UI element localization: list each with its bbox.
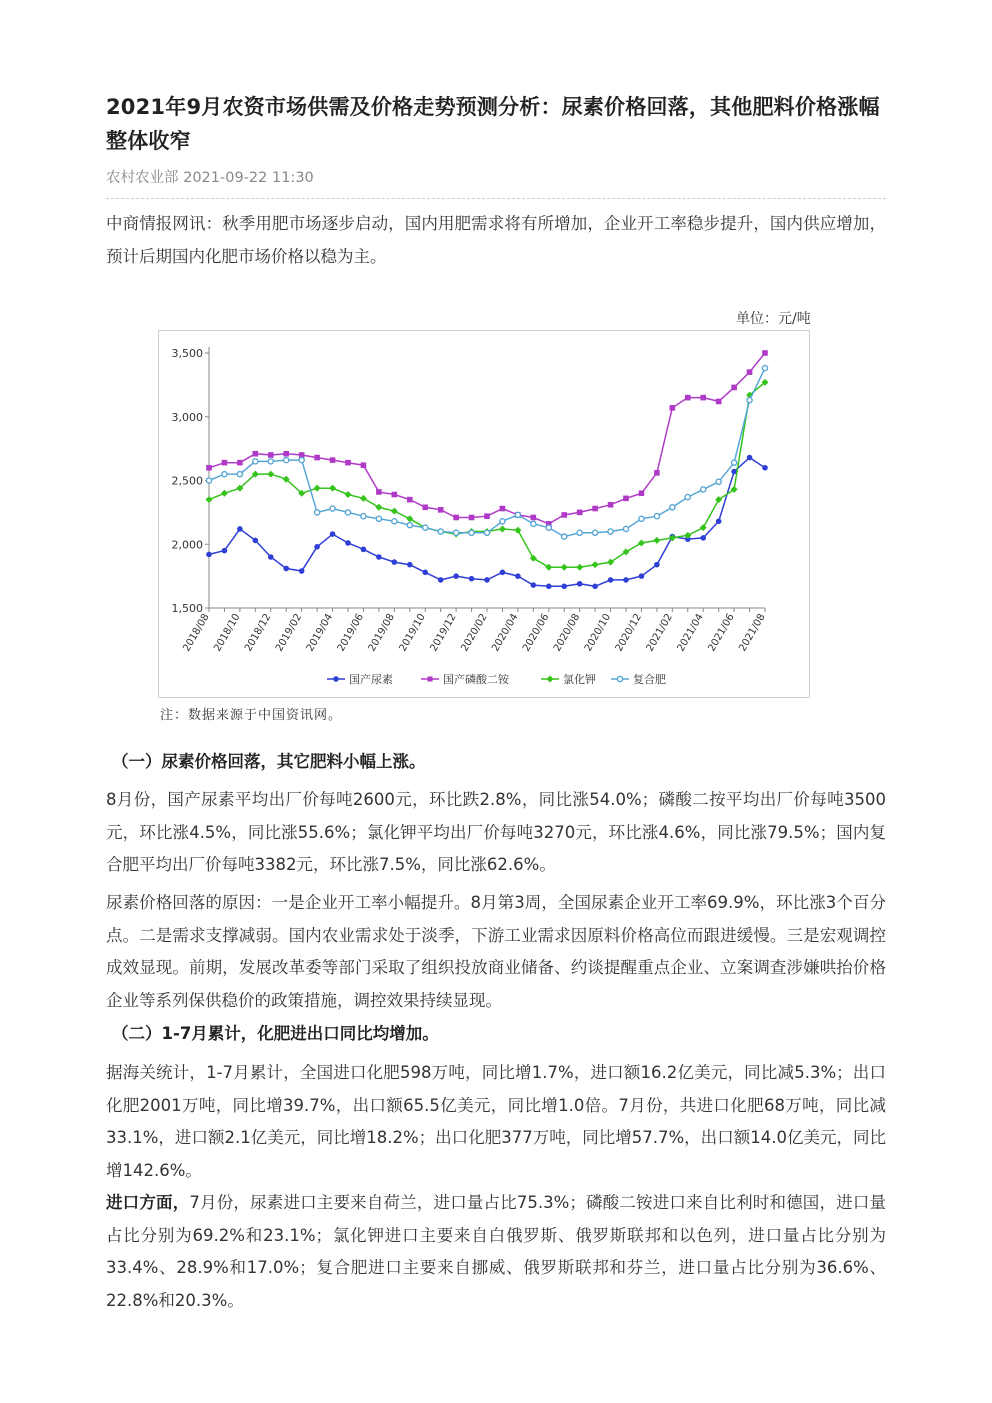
data-point — [561, 512, 567, 518]
section1-heading: （一）尿素价格回落，其它肥料小幅上涨。 — [112, 752, 426, 771]
data-point — [593, 530, 598, 535]
data-point — [330, 457, 336, 463]
section1-paragraph-1: 8月份，国产尿素平均出厂价每吨2600元，环比跌2.8%，同比涨54.0%；磷酸二按平均出厂价每吨3500元，环比涨4.5%，同比涨55.6%；氯化钾平均出厂价每吨3270元，环比涨4.6%，同比涨79.5%；国内复合肥平均出厂价每吨3382元，环比涨7.5%，同比涨62.6%。 — [106, 790, 886, 874]
data-point — [283, 451, 289, 457]
data-point — [222, 460, 228, 466]
data-point — [454, 530, 459, 535]
x-tick-label: 2019/12 — [428, 612, 459, 654]
data-point — [623, 526, 628, 531]
x-tick-label: 2018/10 — [212, 612, 243, 654]
x-tick-label: 2020/02 — [459, 612, 490, 654]
data-point — [392, 519, 397, 524]
data-point — [592, 561, 599, 568]
y-tick-label: 2,000 — [171, 538, 203, 552]
legend-marker — [547, 676, 554, 683]
data-point — [284, 458, 289, 463]
data-point — [716, 479, 721, 484]
data-point — [623, 577, 629, 583]
data-point — [469, 576, 475, 582]
data-point — [221, 490, 228, 497]
data-point — [747, 455, 753, 461]
data-point — [608, 577, 614, 583]
data-point — [361, 514, 366, 519]
data-point — [716, 399, 722, 405]
data-point — [577, 510, 583, 516]
data-point — [407, 523, 412, 528]
x-tick-label: 2021/04 — [675, 612, 706, 654]
data-point — [376, 516, 381, 521]
data-point — [222, 472, 227, 477]
data-point — [700, 535, 706, 541]
data-point — [253, 459, 258, 464]
data-point — [345, 510, 350, 515]
data-point — [268, 554, 274, 560]
data-point — [762, 365, 767, 370]
x-tick-label: 2019/02 — [273, 612, 305, 654]
data-point — [500, 519, 505, 524]
data-point — [685, 494, 690, 499]
article-title: 2021年9月农资市场供需及价格走势预测分析：尿素价格回落，其他肥料价格涨幅整体收窄 — [106, 95, 880, 153]
data-point — [639, 490, 645, 496]
import-lead: 进口方面， — [106, 1193, 190, 1212]
data-point — [299, 568, 305, 574]
x-tick-label: 2020/12 — [613, 612, 645, 654]
data-point — [531, 582, 537, 588]
data-point — [330, 506, 335, 511]
data-point — [361, 547, 367, 553]
x-tick-label: 2020/04 — [490, 612, 521, 654]
data-point — [392, 492, 398, 498]
data-point — [653, 537, 660, 544]
data-point — [438, 507, 444, 513]
legend-marker — [617, 676, 622, 681]
data-point — [670, 405, 676, 411]
data-point — [592, 584, 598, 590]
data-point — [469, 515, 475, 521]
y-tick-label: 3,000 — [171, 410, 203, 424]
x-tick-label: 2021/02 — [644, 612, 675, 654]
data-point — [561, 564, 568, 571]
data-point — [253, 538, 259, 544]
section2-heading: （二）1-7月累计，化肥进出口同比均增加。 — [112, 1024, 439, 1043]
article-source[interactable]: 农村农业部 — [106, 170, 179, 186]
data-point — [700, 524, 707, 531]
x-tick-label: 2018/08 — [181, 612, 212, 654]
data-point — [732, 460, 737, 465]
data-point — [422, 504, 428, 510]
data-point — [562, 534, 567, 539]
data-point — [747, 369, 753, 375]
legend-label-3: 复合肥 — [633, 673, 666, 686]
series-line-1 — [209, 353, 765, 524]
data-point — [747, 398, 752, 403]
data-point — [267, 471, 274, 478]
data-point — [531, 521, 536, 526]
data-point — [206, 465, 212, 471]
data-point — [222, 548, 228, 554]
data-point — [206, 478, 211, 483]
legend-label-2: 氯化钾 — [563, 673, 596, 686]
data-point — [700, 395, 706, 401]
data-point — [345, 460, 351, 466]
data-point — [422, 570, 428, 576]
data-point — [762, 350, 768, 356]
chart-note: 注：数据来源于中国资讯网。 — [160, 708, 343, 723]
data-point — [484, 577, 490, 583]
data-point — [392, 559, 398, 565]
data-point — [484, 513, 490, 519]
data-point — [685, 395, 691, 401]
data-point — [206, 496, 213, 503]
data-point — [330, 531, 336, 537]
article-meta — [106, 166, 314, 187]
x-tick-label: 2019/06 — [335, 612, 367, 654]
data-point — [453, 573, 459, 579]
data-point — [654, 562, 660, 568]
data-point — [237, 526, 243, 532]
data-point — [314, 544, 320, 550]
data-point — [576, 564, 583, 571]
data-point — [345, 491, 352, 498]
data-point — [561, 584, 567, 590]
article-datetime: 2021-09-22 11:30 — [183, 170, 314, 186]
legend-marker — [428, 677, 433, 682]
section2-paragraph-2 — [106, 1187, 886, 1317]
section1-paragraph-2: 尿素价格回落的原因：一是企业开工率小幅提升。8月第3周，全国尿素企业开工率69.9%，环比涨3个百分点。二是需求支撑减弱。国内农业需求处于淡季，下游工业需求因原料价格高位而跟进缓慢。三是宏观调控成效显现。前期，发展改革委等部门采取了组织投放商业储备、约谈提醒重点企业、立案调查涉嫌哄抬价格企业等系列保供稳价的政策措施，调控效果持续显现。 — [106, 893, 886, 1010]
data-point — [639, 573, 645, 579]
data-point — [391, 508, 398, 515]
data-point — [701, 487, 706, 492]
chart-unit-label: 单位：元/吨 — [736, 311, 811, 327]
data-point — [530, 555, 537, 562]
data-point — [515, 512, 520, 517]
data-point — [531, 515, 537, 521]
x-tick-label: 2021/06 — [706, 612, 737, 654]
import-text: 7月份，尿素进口主要来自荷兰，进口量占比75.3%；磷酸二铵进口来自比利时和德国，进口量占比分别为69.2%和23.1%；氯化钾进口主要来自白俄罗斯、俄罗斯联邦和以色列，进口量占比分别为33.4%、28.9%和17.0%；复合肥进口主要来自挪威、俄罗斯联邦和芬兰，进口量占比分别为36.6%、22.8%和20.3%。 — [106, 1193, 887, 1310]
data-point — [314, 455, 320, 461]
data-point — [546, 584, 552, 590]
x-tick-label: 2019/10 — [397, 612, 428, 654]
data-point — [731, 385, 737, 391]
x-tick-label: 2019/08 — [366, 612, 397, 654]
x-tick-label: 2020/06 — [521, 612, 552, 654]
intro-paragraph: 中商情报网讯：秋季用肥市场逐步启动，国内用肥需求将有所增加，企业开工率稳步提升，国内供应增加，预计后期国内化肥市场价格以稳为主。 — [106, 214, 886, 266]
data-point — [268, 452, 274, 458]
data-point — [360, 495, 367, 502]
data-point — [438, 529, 443, 534]
data-point — [638, 539, 645, 546]
data-point — [407, 497, 413, 503]
data-point — [361, 462, 367, 468]
x-tick-label: 2021/08 — [737, 612, 768, 654]
data-point — [500, 570, 506, 576]
data-point — [453, 515, 459, 521]
data-point — [376, 554, 382, 560]
data-point — [514, 527, 521, 534]
x-tick-label: 2020/08 — [551, 612, 583, 654]
y-tick-label: 3,500 — [171, 347, 203, 360]
data-point — [329, 485, 336, 492]
data-point — [545, 564, 552, 571]
data-point — [206, 552, 212, 558]
data-point — [237, 472, 242, 477]
data-point — [237, 460, 243, 466]
data-point — [592, 506, 598, 512]
series-line-3 — [209, 368, 765, 537]
data-point — [670, 505, 675, 510]
data-point — [345, 540, 351, 546]
data-point — [608, 529, 613, 534]
data-point — [608, 502, 614, 508]
data-point — [406, 515, 413, 522]
data-point — [500, 506, 506, 512]
y-tick-label: 1,500 — [171, 602, 203, 615]
data-point — [253, 451, 259, 457]
data-point — [299, 458, 304, 463]
data-point — [623, 496, 629, 502]
data-point — [762, 465, 768, 471]
series-line-0 — [209, 458, 765, 587]
data-point — [577, 530, 582, 535]
data-point — [499, 525, 506, 532]
data-point — [654, 514, 659, 519]
data-point — [654, 470, 660, 476]
x-tick-label: 2020/10 — [582, 612, 614, 654]
data-point — [407, 562, 413, 568]
legend-label-1: 国产磷酸二铵 — [443, 673, 509, 686]
data-point — [438, 577, 444, 583]
y-tick-label: 2,500 — [171, 474, 203, 488]
x-tick-label: 2019/04 — [304, 612, 336, 654]
legend-label-0: 国产尿素 — [349, 673, 393, 686]
data-point — [684, 532, 691, 539]
price-chart — [158, 330, 810, 698]
section2-paragraph-1: 据海关统计，1-7月累计，全国进口化肥598万吨，同比增1.7%，进口额16.2亿美元，同比减5.3%；出口化肥2001万吨，同比增39.7%，出口额65.5亿美元，同比增1.0倍。7月份，共进口化肥68万吨，同比减33.1%，进口额2.1亿美元，同比增18.2%；出口化肥377万吨，同比增57.7%，出口额14.0亿美元，同比增142.6%。 — [106, 1063, 886, 1180]
series-line-2 — [209, 382, 765, 567]
legend-marker — [333, 676, 339, 682]
data-point — [577, 581, 583, 587]
divider — [106, 198, 886, 199]
data-point — [283, 566, 289, 572]
data-point — [314, 485, 321, 492]
data-point — [546, 525, 551, 530]
data-point — [315, 510, 320, 515]
data-point — [375, 504, 382, 511]
data-point — [469, 530, 474, 535]
x-tick-label: 2018/12 — [243, 612, 274, 654]
data-point — [268, 459, 273, 464]
data-point — [716, 519, 722, 525]
price-line-chart — [159, 331, 809, 697]
data-point — [376, 489, 382, 495]
data-point — [484, 530, 489, 535]
data-point — [639, 516, 644, 521]
data-point — [423, 525, 428, 530]
data-point — [515, 573, 521, 579]
